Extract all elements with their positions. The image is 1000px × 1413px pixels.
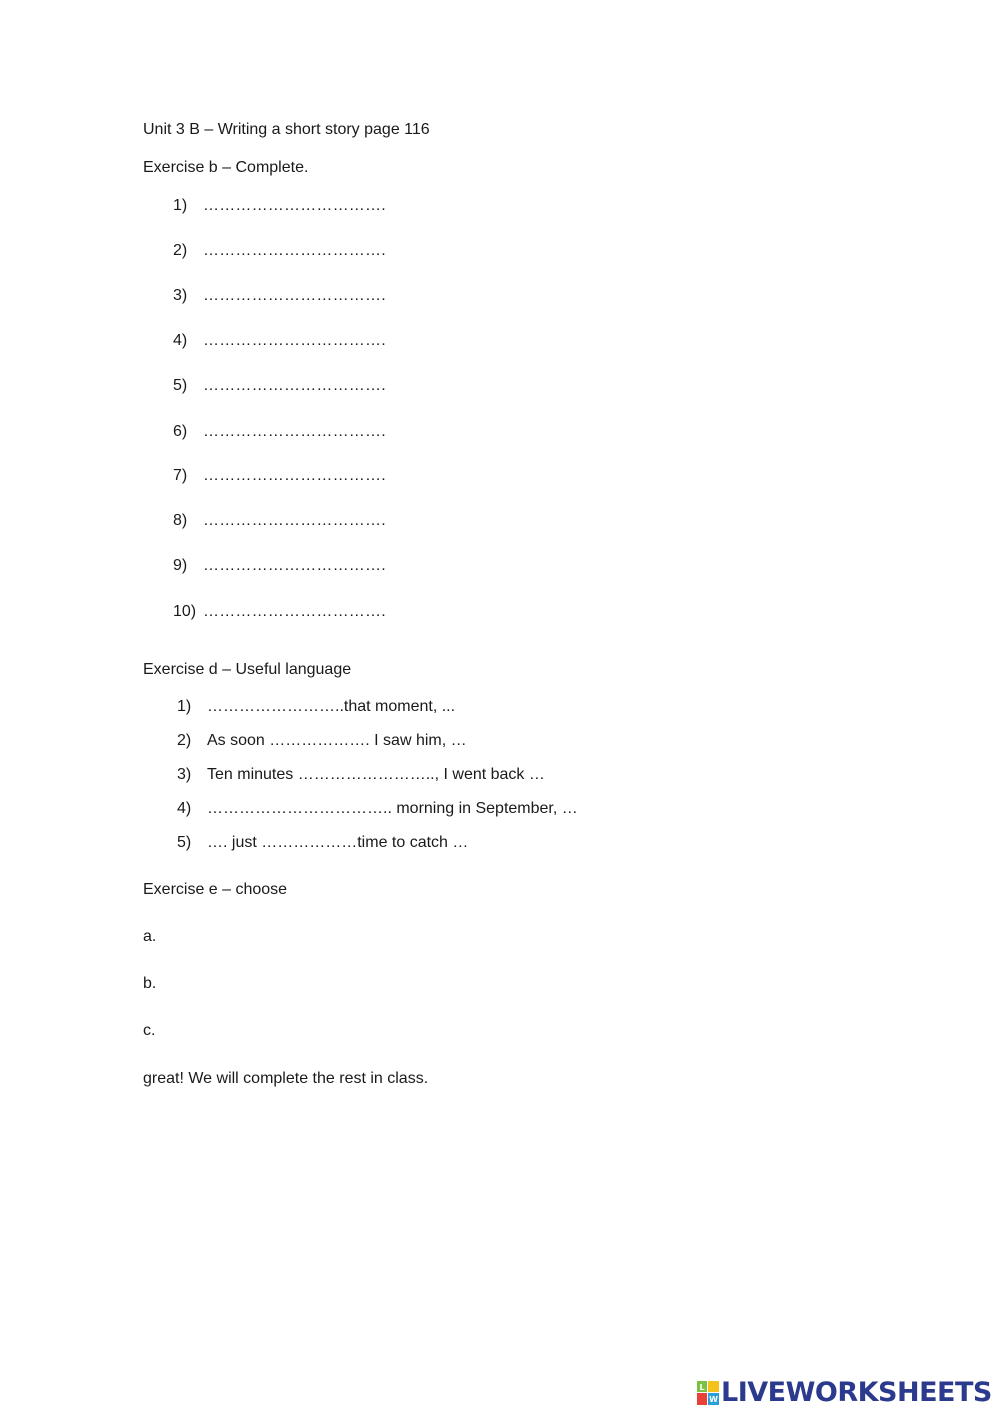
answer-blank[interactable]: ……………………………. xyxy=(203,332,386,349)
list-item xyxy=(177,799,578,819)
sentence-text[interactable]: As soon ………………. I saw him, … xyxy=(207,732,467,749)
answer-blank[interactable]: ……………………………. xyxy=(203,242,386,259)
list-item xyxy=(177,697,455,717)
list-item xyxy=(177,833,468,853)
list-item xyxy=(173,376,386,396)
exercise-e-heading: Exercise e – choose xyxy=(143,881,288,898)
item-number: 2) xyxy=(177,732,192,749)
list-item xyxy=(173,241,386,261)
list-item xyxy=(173,331,386,351)
list-item xyxy=(173,466,386,486)
item-number: 1) xyxy=(173,197,188,214)
sentence-text[interactable]: Ten minutes …………………….., I went back … xyxy=(207,766,545,783)
item-number: 5) xyxy=(177,834,192,851)
item-number: 8) xyxy=(173,512,188,529)
page-title: Unit 3 B – Writing a short story page 116 xyxy=(143,121,430,138)
item-number: 7) xyxy=(173,467,188,484)
answer-blank[interactable]: ……………………………. xyxy=(203,377,386,394)
answer-blank[interactable]: ……………………………. xyxy=(203,287,386,304)
item-number: 1) xyxy=(177,698,192,715)
exercise-d-heading: Exercise d – Useful language xyxy=(143,661,352,678)
list-item xyxy=(173,556,386,576)
answer-blank[interactable]: ……………………………. xyxy=(203,603,386,620)
item-number: 4) xyxy=(173,332,188,349)
liveworksheets-logo-icon xyxy=(697,1381,719,1405)
list-item xyxy=(177,731,467,751)
answer-blank[interactable]: ……………………………. xyxy=(203,557,386,574)
sentence-text[interactable]: ……………………..that moment, ... xyxy=(207,698,456,715)
item-number: 3) xyxy=(177,766,192,783)
sentence-text[interactable]: …. just ………………time to catch … xyxy=(207,834,469,851)
svg-text:L: L xyxy=(699,1383,705,1392)
item-number: 4) xyxy=(177,800,192,817)
item-number: 2) xyxy=(173,242,188,259)
option-b[interactable]: b. xyxy=(143,975,157,992)
liveworksheets-logo xyxy=(697,1378,992,1408)
closing-note: great! We will complete the rest in class. xyxy=(143,1070,429,1087)
svg-text:W: W xyxy=(709,1395,718,1404)
item-number: 9) xyxy=(173,557,188,574)
answer-blank[interactable]: ……………………………. xyxy=(203,423,386,440)
item-number: 10) xyxy=(173,603,197,620)
list-item xyxy=(173,422,386,442)
list-item xyxy=(173,511,386,531)
answer-blank[interactable]: ……………………………. xyxy=(203,512,386,529)
answer-blank[interactable]: ……………………………. xyxy=(203,197,386,214)
option-c[interactable]: c. xyxy=(143,1022,156,1039)
list-item xyxy=(173,286,386,306)
answer-blank[interactable]: ……………………………. xyxy=(203,467,386,484)
item-number: 5) xyxy=(173,377,188,394)
list-item xyxy=(177,765,545,785)
option-a[interactable]: a. xyxy=(143,928,157,945)
list-item xyxy=(173,602,386,622)
exercise-b-heading: Exercise b – Complete. xyxy=(143,159,309,176)
list-item xyxy=(173,196,386,216)
item-number: 6) xyxy=(173,423,188,440)
sentence-text[interactable]: …………………………….. morning in September, … xyxy=(207,800,578,817)
item-number: 3) xyxy=(173,287,188,304)
logo-text: LIVEWORKSHEETS xyxy=(721,1377,992,1408)
